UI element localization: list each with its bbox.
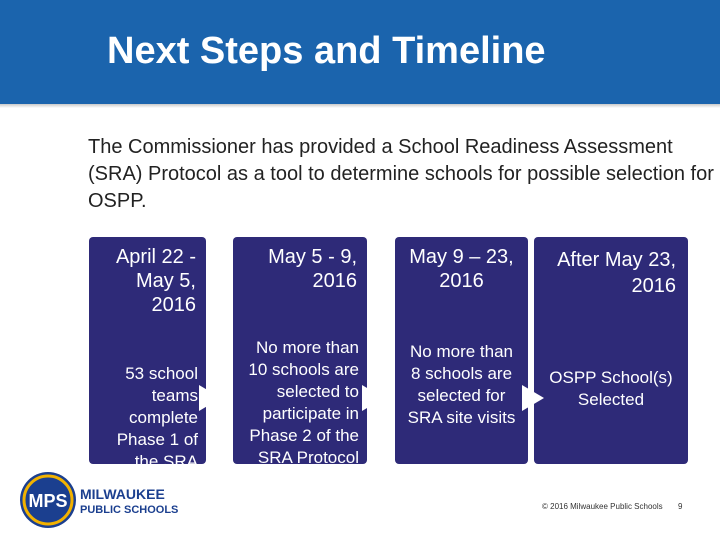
step-description: No more than 10 schools are selected to participate in Phase 2 of the SRA Protocol <box>248 338 359 467</box>
logo-wordmark <box>80 486 178 518</box>
title-bar-shadow <box>0 104 720 108</box>
timeline-step-2 <box>233 237 367 467</box>
step-description: OSPP School(s) Selected <box>549 368 673 409</box>
step-description: 53 school teams complete Phase 1 of the SRA Protocol <box>116 364 198 493</box>
logo-mark: MPS <box>28 491 68 511</box>
logo-line-1: MILWAUKEE <box>80 486 165 502</box>
footer-copyright: © 2016 Milwaukee Public Schools <box>542 502 663 511</box>
timeline-step-1 <box>89 237 206 493</box>
step-date: May 9 – 23, 2016 <box>409 246 514 292</box>
timeline-step-4 <box>534 237 688 464</box>
step-date: After May 23, 2016 <box>557 249 676 297</box>
step-date: May 5 - 9, 2016 <box>268 246 357 292</box>
timeline-step-3 <box>395 237 528 464</box>
mps-logo-icon <box>18 470 78 530</box>
intro-text: The Commissioner has provided a School Readiness Assessment (SRA) Protocol as a tool to determine schools for possible selection for OSPP. <box>88 136 714 212</box>
arrow-right-icon <box>362 385 384 411</box>
arrow-right-icon <box>199 385 221 411</box>
step-description: No more than 8 schools are selected for SRA site visits <box>407 342 516 427</box>
step-date: April 22 - May 5, 2016 <box>115 246 196 316</box>
arrow-right-icon <box>522 385 544 411</box>
slide-title: Next Steps and Timeline <box>107 30 546 72</box>
page-number: 9 <box>678 502 683 511</box>
logo-line-2: PUBLIC SCHOOLS <box>80 504 179 516</box>
